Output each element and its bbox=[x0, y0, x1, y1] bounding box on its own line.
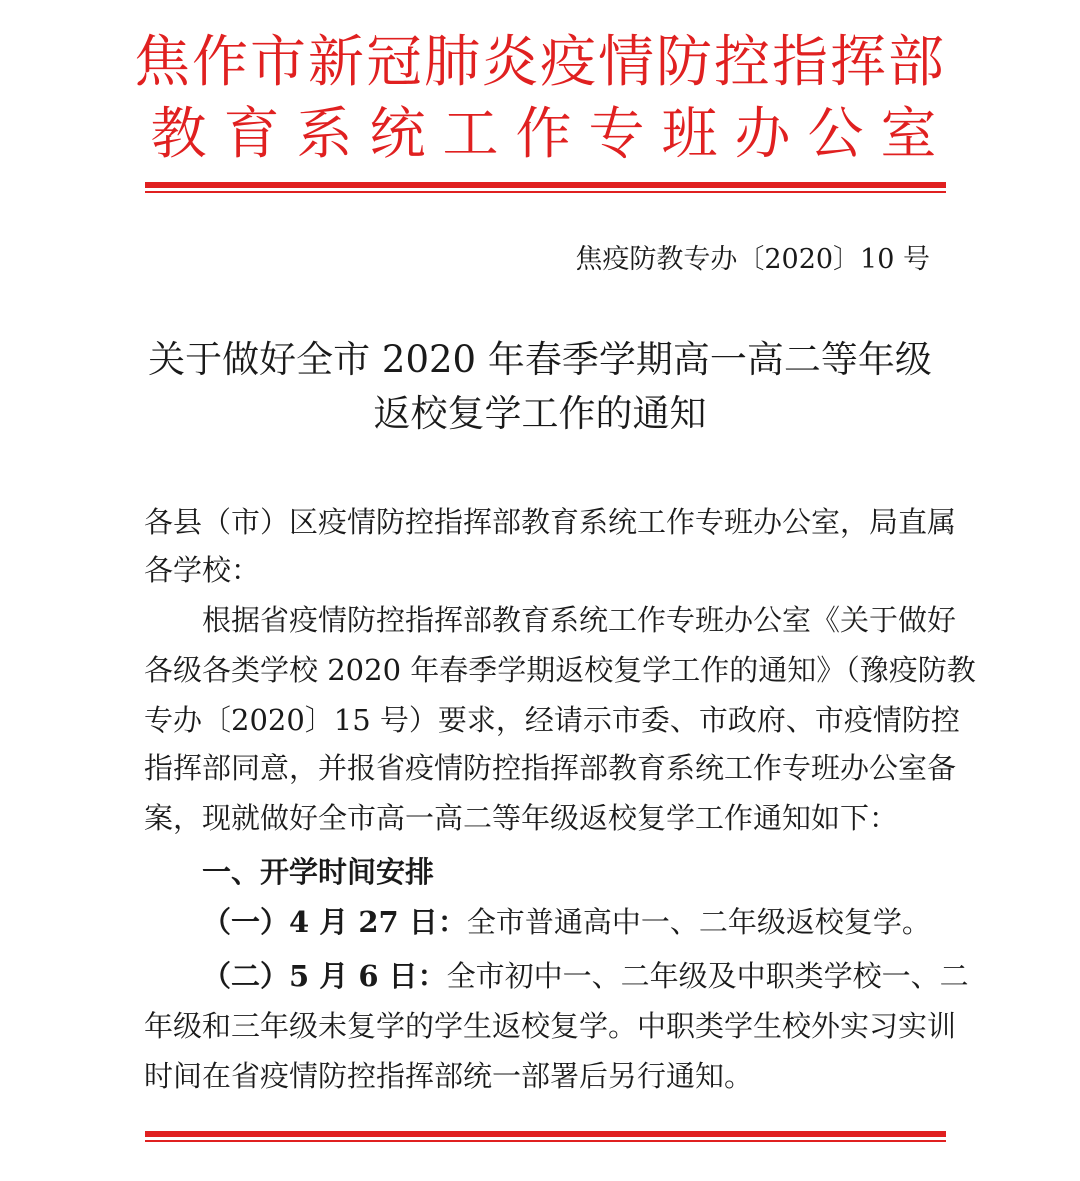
document-number: 焦疫防教专办〔2020〕10 号 bbox=[575, 244, 930, 275]
item-1 bbox=[202, 902, 931, 942]
paragraph-1-line-5: 案，现就做好全市高一高二等年级返校复学工作通知如下： bbox=[144, 801, 899, 835]
item-2-text: 全市初中一、二年级及中职类学校一、二 bbox=[446, 959, 969, 993]
paragraph-1-line-1: 根据省疫情防控指挥部教育系统工作专班办公室《关于做好 bbox=[202, 603, 957, 637]
item-2-label: （二）5 月 6 日： bbox=[202, 959, 447, 993]
section-1-heading: 一、开学时间安排 bbox=[202, 855, 435, 889]
salutation-line-1: 各县（市）区疫情防控指挥部教育系统工作专班办公室，局直属 bbox=[144, 505, 957, 539]
footer-red-rule-thick bbox=[145, 1131, 946, 1137]
issuer-header-line-1: 焦作市新冠肺炎疫情防控指挥部 bbox=[134, 30, 946, 95]
header-red-rule-thin bbox=[145, 191, 946, 193]
salutation-line-2: 各学校： bbox=[144, 553, 261, 587]
header-red-rule-thick bbox=[145, 182, 946, 188]
paragraph-1-line-2: 各级各类学校 2020 年春季学期返校复学工作的通知》（豫疫防教 bbox=[144, 653, 976, 687]
item-2-line-1 bbox=[202, 956, 969, 996]
item-1-text: 全市普通高中一、二年级返校复学。 bbox=[466, 905, 931, 939]
document-title-line-1: 关于做好全市 2020 年春季学期高一高二等年级 bbox=[148, 338, 932, 381]
issuer-header-line-2: 教育系统工作专班办公室 bbox=[150, 102, 954, 167]
item-2-line-2: 年级和三年级未复学的学生返校复学。中职类学生校外实习实训 bbox=[144, 1009, 957, 1043]
paragraph-1-line-3: 专办〔2020〕15 号）要求，经请示市委、市政府、市疫情防控 bbox=[144, 703, 960, 737]
footer-red-rule-thin bbox=[145, 1140, 946, 1142]
item-2-line-3: 时间在省疫情防控指挥部统一部署后另行通知。 bbox=[144, 1059, 754, 1093]
document-title-line-2: 返校复学工作的通知 bbox=[373, 392, 707, 435]
paragraph-1-line-4: 指挥部同意，并报省疫情防控指挥部教育系统工作专班办公室备 bbox=[144, 751, 957, 785]
item-1-label: （一）4 月 27 日： bbox=[202, 905, 467, 939]
